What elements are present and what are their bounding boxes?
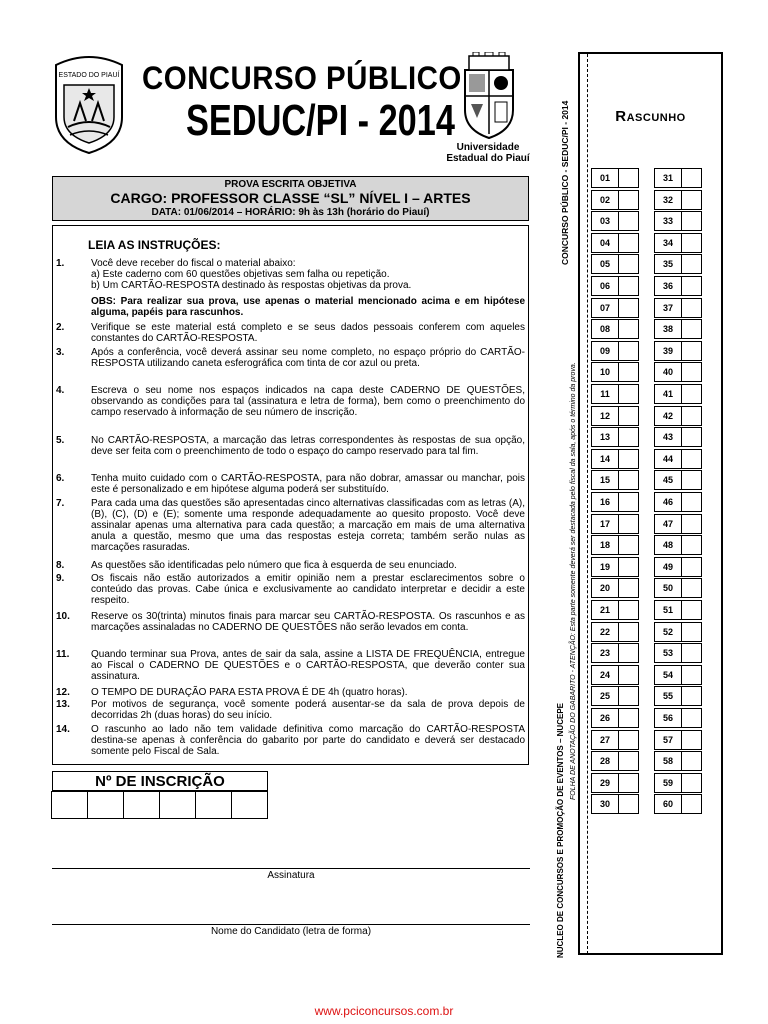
instruction-number: 14. — [56, 724, 70, 735]
rascunho-answer-box[interactable] — [619, 342, 638, 360]
rascunho-answer-box[interactable] — [682, 536, 701, 554]
rascunho-cell[interactable] — [654, 211, 702, 231]
rascunho-number: 51 — [655, 601, 682, 619]
rascunho-answer-box[interactable] — [682, 407, 701, 425]
rascunho-number: 09 — [592, 342, 619, 360]
instruction-number: 9. — [56, 573, 65, 584]
rascunho-cell[interactable] — [654, 535, 702, 555]
rascunho-answer-box[interactable] — [619, 363, 638, 381]
rascunho-number: 33 — [655, 212, 682, 230]
instruction-number: 6. — [56, 473, 65, 484]
rascunho-cell[interactable] — [654, 254, 702, 274]
rascunho-answer-box[interactable] — [682, 493, 701, 511]
rascunho-number: 53 — [655, 644, 682, 662]
rascunho-cell[interactable] — [654, 190, 702, 210]
rascunho-cell[interactable] — [591, 557, 639, 577]
instruction-text: Os fiscais não estão autorizados a emitir opinião nem a prestar esclarecimentos sobre o conteúdo das provas. Cabe única e exclusivamente ao candidato interpretar e decidir a este respeito. — [91, 573, 525, 606]
rascunho-answer-box[interactable] — [619, 277, 638, 295]
rascunho-answer-box[interactable] — [619, 795, 638, 813]
rascunho-number: 38 — [655, 320, 682, 338]
concurso-vertical-text: CONCURSO PÚBLICO - SEDUC/PI - 2014 — [560, 100, 570, 265]
rascunho-cell[interactable] — [591, 686, 639, 706]
rascunho-number: 27 — [592, 731, 619, 749]
rascunho-number: 32 — [655, 191, 682, 209]
rascunho-cell[interactable] — [591, 600, 639, 620]
instruction-text: OBS: Para realizar sua prova, use apenas o material mencionado acima e em hipótese alguma, papéis para rascunhos. — [91, 296, 525, 318]
rascunho-number: 16 — [592, 493, 619, 511]
rascunho-cell[interactable] — [591, 211, 639, 231]
rascunho-number: 45 — [655, 471, 682, 489]
rascunho-number: 41 — [655, 385, 682, 403]
signature-line[interactable] — [52, 868, 530, 869]
rascunho-answer-box[interactable] — [619, 169, 638, 187]
university-line2: Estadual do Piauí — [446, 153, 530, 164]
instruction-number: 10. — [56, 611, 70, 622]
university-name — [432, 142, 544, 164]
rascunho-number: 14 — [592, 450, 619, 468]
rascunho-number: 11 — [592, 385, 619, 403]
rascunho-number: 43 — [655, 428, 682, 446]
university-line1: Universidade — [456, 142, 520, 153]
rascunho-number: 37 — [655, 299, 682, 317]
rascunho-answer-box[interactable] — [619, 774, 638, 792]
rascunho-cell[interactable] — [654, 643, 702, 663]
rascunho-answer-box[interactable] — [619, 299, 638, 317]
inscricao-cell[interactable] — [195, 791, 232, 819]
rascunho-cell[interactable] — [591, 427, 639, 447]
rascunho-answer-box[interactable] — [682, 687, 701, 705]
rascunho-answer-box[interactable] — [619, 536, 638, 554]
rascunho-cell[interactable] — [591, 730, 639, 750]
rascunho-answer-box[interactable] — [619, 687, 638, 705]
rascunho-number: 26 — [592, 709, 619, 727]
rascunho-cell[interactable] — [654, 665, 702, 685]
rascunho-number: 05 — [592, 255, 619, 273]
rascunho-number: 46 — [655, 493, 682, 511]
signature-label: Assinatura — [267, 870, 315, 881]
rascunho-answer-box[interactable] — [619, 558, 638, 576]
rascunho-answer-box[interactable] — [619, 601, 638, 619]
rascunho-cell[interactable] — [654, 730, 702, 750]
rascunho-number: 02 — [592, 191, 619, 209]
rascunho-number: 44 — [655, 450, 682, 468]
rascunho-cell[interactable] — [654, 600, 702, 620]
rascunho-number: 57 — [655, 731, 682, 749]
rascunho-cell[interactable] — [591, 578, 639, 598]
rascunho-cell[interactable] — [654, 341, 702, 361]
rascunho-number: 04 — [592, 234, 619, 252]
instruction-text: Após a conferência, você deverá assinar seu nome completo, no espaço próprio do CARTÃO-RESPOSTA utilizando caneta esferográfica com tinta de cor azul ou preta. — [91, 347, 525, 369]
rascunho-number: 13 — [592, 428, 619, 446]
rascunho-cell[interactable] — [654, 276, 702, 296]
rascunho-answer-box[interactable] — [619, 212, 638, 230]
rascunho-number: 24 — [592, 666, 619, 684]
instruction-text: O TEMPO DE DURAÇÃO PARA ESTA PROVA É DE 4h (quatro horas). — [91, 687, 408, 698]
instruction-number: 3. — [56, 347, 65, 358]
rascunho-cell[interactable] — [591, 470, 639, 490]
rascunho-answer-box[interactable] — [619, 515, 638, 533]
rascunho-answer-box[interactable] — [682, 234, 701, 252]
rascunho-answer-box[interactable] — [682, 558, 701, 576]
rascunho-number: 54 — [655, 666, 682, 684]
rascunho-number: 42 — [655, 407, 682, 425]
prova-label: PROVA ESCRITA OBJETIVA — [224, 179, 357, 190]
rascunho-answer-box[interactable] — [682, 212, 701, 230]
rascunho-cell[interactable] — [654, 794, 702, 814]
rascunho-answer-box[interactable] — [619, 320, 638, 338]
rascunho-cell[interactable] — [591, 168, 639, 188]
rascunho-answer-box[interactable] — [682, 579, 701, 597]
instruction-text: Tenha muito cuidado com o CARTÃO-RESPOSTA, para não dobrar, amassar ou manchar, pois este é personalizado e em hipótese alguma poderá ser substituído. — [91, 473, 525, 495]
name-line[interactable] — [52, 924, 530, 925]
rascunho-cell[interactable] — [654, 406, 702, 426]
rascunho-cell[interactable] — [654, 514, 702, 534]
rascunho-number: 47 — [655, 515, 682, 533]
rascunho-title: Rascunho — [615, 108, 686, 125]
rascunho-number: 03 — [592, 212, 619, 230]
rascunho-answer-box[interactable] — [619, 493, 638, 511]
rascunho-cell[interactable] — [591, 384, 639, 404]
rascunho-number: 59 — [655, 774, 682, 792]
rascunho-answer-box[interactable] — [619, 644, 638, 662]
rascunho-number: 35 — [655, 255, 682, 273]
rascunho-answer-box[interactable] — [619, 579, 638, 597]
rascunho-answer-box[interactable] — [682, 428, 701, 446]
instruction-number: 12. — [56, 687, 70, 698]
rascunho-answer-box[interactable] — [682, 277, 701, 295]
instruction-text: a) Este caderno com 60 questões objetivas sem falha ou repetição. — [91, 269, 390, 280]
rascunho-number: 49 — [655, 558, 682, 576]
instruction-text: Você deve receber do fiscal o material abaixo: — [91, 258, 296, 269]
rascunho-answer-box[interactable] — [682, 601, 701, 619]
rascunho-cell[interactable] — [654, 470, 702, 490]
rascunho-cell[interactable] — [591, 535, 639, 555]
rascunho-cell[interactable] — [591, 254, 639, 274]
rascunho-answer-box[interactable] — [682, 731, 701, 749]
instruction-text: Reserve os 30(trinta) minutos finais para marcar seu CARTÃO-RESPOSTA. Os rascunhos e as marcações assinaladas no CADERNO DE QUESTÕES não serão levados em conta. — [91, 611, 525, 633]
instruction-number: 8. — [56, 560, 65, 571]
instruction-text: Para cada uma das questões são apresentadas cinco alternativas classificadas com as letras (A), (B), (C), (D) e (E); somente uma responde adequadamente ao quesito proposto. Você deve assinalar apenas uma alternativa para cada questão; a marcação em mais de uma alternativa anula a questão, mesmo que uma das respostas esteja correta; também serão nulas as marcações rasuradas. — [91, 498, 525, 553]
name-label: Nome do Candidato (letra de forma) — [210, 926, 372, 937]
inscricao-label: Nº DE INSCRIÇÃO — [52, 771, 268, 791]
rascunho-number: 19 — [592, 558, 619, 576]
rascunho-answer-box[interactable] — [682, 255, 701, 273]
title-concurso: CONCURSO PÚBLICO — [142, 60, 462, 96]
rascunho-answer-box[interactable] — [619, 234, 638, 252]
rascunho-answer-box[interactable] — [619, 450, 638, 468]
rascunho-cell[interactable] — [654, 298, 702, 318]
rascunho-number: 08 — [592, 320, 619, 338]
rascunho-cell[interactable] — [654, 686, 702, 706]
instruction-number: 1. — [56, 258, 65, 269]
instruction-text: Verifique se este material está completo e se seus dados pessoais conferem com aqueles constantes do CARTÃO-RESPOSTA. — [91, 322, 525, 344]
rascunho-answer-box[interactable] — [682, 709, 701, 727]
inscricao-cell[interactable] — [51, 791, 88, 819]
rascunho-cell[interactable] — [654, 708, 702, 728]
rascunho-cell[interactable] — [591, 643, 639, 663]
rascunho-number: 50 — [655, 579, 682, 597]
rascunho-answer-box[interactable] — [682, 752, 701, 770]
rascunho-number: 07 — [592, 299, 619, 317]
rascunho-cell[interactable] — [591, 406, 639, 426]
rascunho-answer-box[interactable] — [682, 471, 701, 489]
inscricao-cell[interactable] — [231, 791, 268, 819]
title-seduc: SEDUC/PI - 2014 — [186, 96, 455, 145]
rascunho-number: 21 — [592, 601, 619, 619]
rascunho-cell[interactable] — [654, 557, 702, 577]
instruction-number: 2. — [56, 322, 65, 333]
instruction-text: b) Um CARTÃO-RESPOSTA destinado às respostas objetivas da prova. — [91, 280, 412, 291]
rascunho-cell[interactable] — [591, 233, 639, 253]
rascunho-number: 29 — [592, 774, 619, 792]
rascunho-answer-box[interactable] — [682, 774, 701, 792]
rascunho-cell[interactable] — [654, 319, 702, 339]
rascunho-cell[interactable] — [654, 578, 702, 598]
rascunho-cell[interactable] — [654, 449, 702, 469]
rascunho-answer-box[interactable] — [682, 191, 701, 209]
rascunho-answer-box[interactable] — [682, 363, 701, 381]
rascunho-cell[interactable] — [591, 622, 639, 642]
svg-text:ESTADO DO PIAUÍ: ESTADO DO PIAUÍ — [58, 72, 120, 79]
rascunho-number: 39 — [655, 342, 682, 360]
rascunho-cell[interactable] — [654, 168, 702, 188]
instruction-text: No CARTÃO-RESPOSTA, a marcação das letras correspondentes às respostas de sua opção, deve ser feita com o preenchimento de todo o espaço do campo reservado para tal fim. — [91, 435, 525, 457]
rascunho-number: 28 — [592, 752, 619, 770]
rascunho-number: 58 — [655, 752, 682, 770]
rascunho-cell[interactable] — [591, 362, 639, 382]
rascunho-number: 36 — [655, 277, 682, 295]
rascunho-number: 31 — [655, 169, 682, 187]
footer-url[interactable]: www.pciconcursos.com.br — [314, 1004, 454, 1018]
cargo-title: CARGO: PROFESSOR CLASSE “SL” NÍVEL I – ARTES — [110, 190, 471, 206]
cargo-box — [52, 176, 529, 221]
rascunho-answer-box[interactable] — [619, 385, 638, 403]
rascunho-number: 10 — [592, 363, 619, 381]
rascunho-answer-box[interactable] — [619, 255, 638, 273]
rascunho-number: 40 — [655, 363, 682, 381]
rascunho-answer-box[interactable] — [682, 666, 701, 684]
instructions-title: LEIA AS INSTRUÇÕES: — [88, 238, 221, 252]
rascunho-cell[interactable] — [591, 665, 639, 685]
instruction-number: 13. — [56, 699, 70, 710]
rascunho-answer-box[interactable] — [682, 342, 701, 360]
inscricao-cell[interactable] — [87, 791, 124, 819]
rascunho-cell[interactable] — [654, 773, 702, 793]
rascunho-cell[interactable] — [591, 449, 639, 469]
rascunho-cell[interactable] — [591, 319, 639, 339]
date-time: DATA: 01/06/2014 – HORÁRIO: 9h às 13h (horário do Piauí) — [151, 207, 430, 218]
instruction-number: 11. — [56, 649, 70, 660]
rascunho-number: 48 — [655, 536, 682, 554]
rascunho-number: 34 — [655, 234, 682, 252]
rascunho-cell[interactable] — [591, 298, 639, 318]
rascunho-answer-box[interactable] — [619, 731, 638, 749]
rascunho-answer-box[interactable] — [682, 450, 701, 468]
rascunho-answer-box[interactable] — [682, 623, 701, 641]
rascunho-cell[interactable] — [591, 341, 639, 361]
rascunho-answer-box[interactable] — [682, 320, 701, 338]
rascunho-answer-box[interactable] — [619, 471, 638, 489]
rascunho-number: 23 — [592, 644, 619, 662]
instruction-text: Por motivos de segurança, você somente poderá ausentar-se da sala de prova depois de decorridas 2h (duas horas) do seu início. — [91, 699, 525, 721]
rascunho-cell[interactable] — [591, 514, 639, 534]
rascunho-answer-box[interactable] — [619, 623, 638, 641]
instruction-text: Quando terminar sua Prova, antes de sair da sala, assine a LISTA DE FREQUÊNCIA, entregue ao Fiscal o CADERNO DE QUESTÕES e o CARTÃO-RESPOSTA, que deverão conter sua assinatura. — [91, 649, 525, 682]
rascunho-cell[interactable] — [654, 622, 702, 642]
rascunho-number: 25 — [592, 687, 619, 705]
rascunho-cell[interactable] — [591, 751, 639, 771]
rascunho-cell[interactable] — [654, 751, 702, 771]
rascunho-answer-box[interactable] — [682, 515, 701, 533]
state-seal-logo — [50, 55, 128, 155]
rascunho-number: 06 — [592, 277, 619, 295]
rascunho-answer-box[interactable] — [619, 666, 638, 684]
instruction-number: 7. — [56, 498, 65, 509]
rascunho-cell[interactable] — [591, 492, 639, 512]
rascunho-cell[interactable] — [654, 384, 702, 404]
rascunho-number: 20 — [592, 579, 619, 597]
rascunho-number: 52 — [655, 623, 682, 641]
rascunho-answer-box[interactable] — [682, 169, 701, 187]
rascunho-number: 12 — [592, 407, 619, 425]
rascunho-answer-box[interactable] — [682, 644, 701, 662]
rascunho-number: 17 — [592, 515, 619, 533]
rascunho-number: 60 — [655, 795, 682, 813]
inscricao-cell[interactable] — [123, 791, 160, 819]
rascunho-answer-box[interactable] — [619, 428, 638, 446]
instruction-number: 4. — [56, 385, 65, 396]
rascunho-answer-box[interactable] — [619, 709, 638, 727]
rascunho-cell[interactable] — [591, 773, 639, 793]
rascunho-answer-box[interactable] — [682, 795, 701, 813]
rascunho-answer-box[interactable] — [682, 299, 701, 317]
rascunho-cell[interactable] — [654, 233, 702, 253]
inscricao-cell[interactable] — [159, 791, 196, 819]
rascunho-number: 22 — [592, 623, 619, 641]
nucepe-vertical-text: NUCLEO DE CONCURSOS E PROMOÇÃO DE EVENTOS – NUCEPE — [556, 703, 565, 958]
rascunho-answer-box[interactable] — [619, 752, 638, 770]
rascunho-answer-box[interactable] — [619, 407, 638, 425]
gabarito-vertical-text: FOLHA DE ANOTAÇÃO DO GABARITO - ATENÇÃO: Esta parte somente deverá ser destacada pelo fiscal da sala, após o término da prova. — [570, 362, 577, 800]
instruction-text: Escreva o seu nome nos espaços indicados na capa deste CADERNO DE QUESTÕES, observando as condições para tal (assinatura e letra de forma), bem como o preenchimento do campo reservado à informação de seu número de inscrição. — [91, 385, 525, 418]
rascunho-cell[interactable] — [591, 190, 639, 210]
instruction-number: 5. — [56, 435, 65, 446]
rascunho-number: 30 — [592, 795, 619, 813]
rascunho-cell[interactable] — [591, 708, 639, 728]
rascunho-answer-box[interactable] — [619, 191, 638, 209]
rascunho-number: 18 — [592, 536, 619, 554]
instruction-text: O rascunho ao lado não tem validade definitiva como marcação do CARTÃO-RESPOSTA destina-se apenas à conferência do gabarito por parte do candidato e deverá ser destacado somente pelo Fiscal de Sala. — [91, 724, 525, 757]
inscricao-cells — [52, 791, 268, 819]
rascunho-number: 01 — [592, 169, 619, 187]
university-seal-logo — [455, 52, 523, 140]
instruction-text: As questões são identificadas pelo número que fica à esquerda de seu enunciado. — [91, 560, 457, 571]
rascunho-cell[interactable] — [591, 794, 639, 814]
rascunho-answer-box[interactable] — [682, 385, 701, 403]
rascunho-number: 15 — [592, 471, 619, 489]
rascunho-number: 55 — [655, 687, 682, 705]
rascunho-cell[interactable] — [654, 427, 702, 447]
rascunho-cell[interactable] — [591, 276, 639, 296]
rascunho-cell[interactable] — [654, 492, 702, 512]
rascunho-cell[interactable] — [654, 362, 702, 382]
rascunho-number: 56 — [655, 709, 682, 727]
